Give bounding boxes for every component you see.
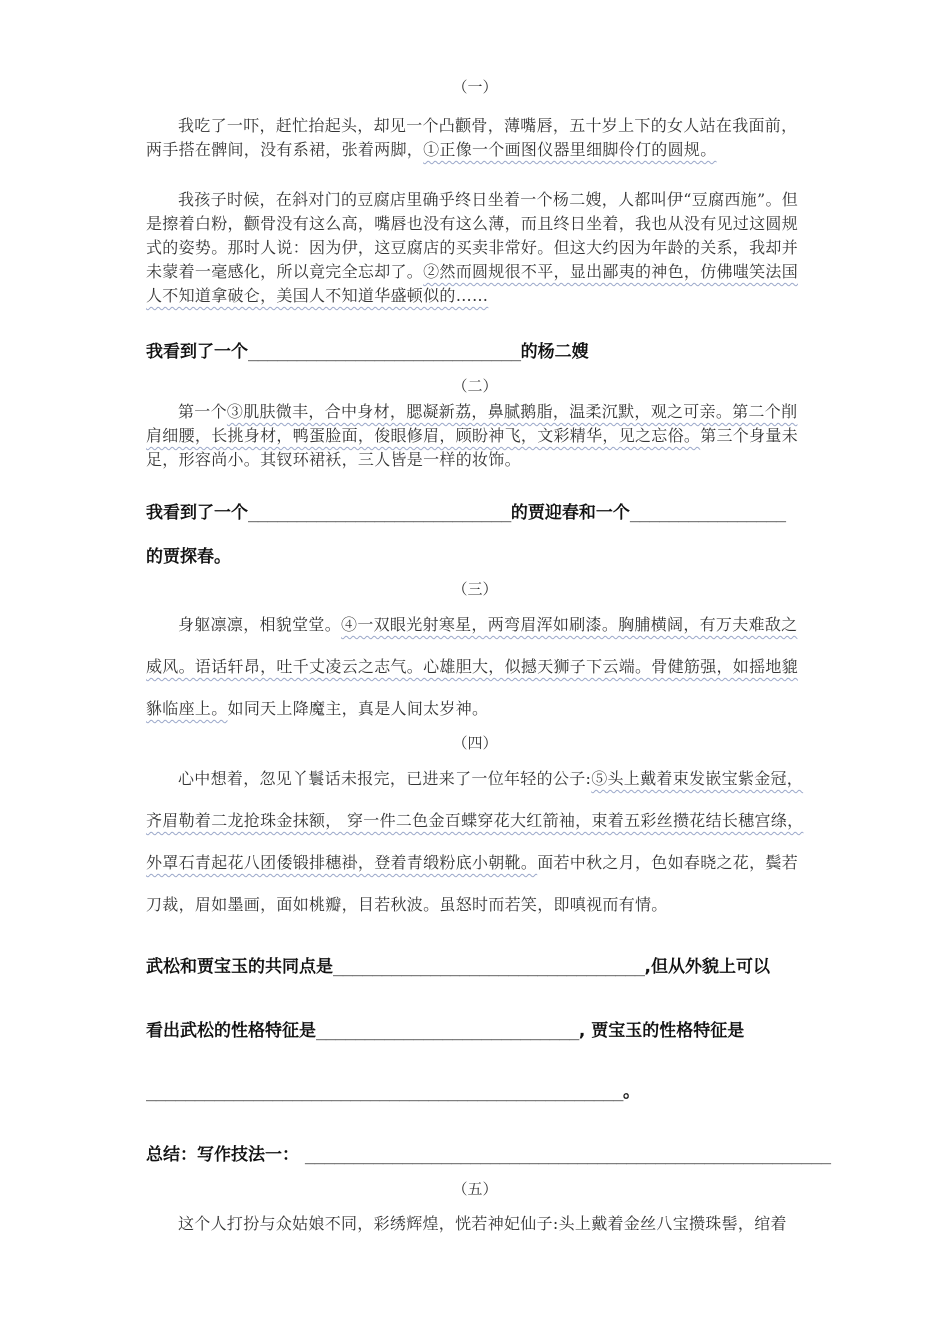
answer-blank[interactable]: ________________ (629, 503, 786, 523)
section-3-text-a: 身躯凛凛，相貌堂堂。 (178, 615, 342, 634)
section-3-underlined-sentence: ④一双眼光射寒星，两弯眉浑如刷漆。胸脯横阔，有万夫难敌之威风。语话轩昂，吐千丈凌云之志气。心雄胆大，似撼天狮子下云端。骨健筋强，如摇地貔貅临座上。 (146, 615, 799, 718)
answer-blank[interactable]: _________________________________________________ (146, 1082, 624, 1102)
section-1-underlined-sentence-1: ①正像一个画图仪器里细脚伶仃的圆规。 (423, 140, 717, 159)
section-4-text-c: 面若中秋之月，色如春晓之花，鬓若刀裁，眉如墨画，面如桃瓣，目若秋波。虽怒时而若笑，即嗔视而有情。 (146, 853, 799, 914)
task-4-fill-in-line-2[interactable]: 看出武松的性格特征是___________________________, 贾宝玉的性格特征是 (146, 1021, 745, 1041)
section-1-paragraph-2 (146, 188, 811, 308)
section-2-title: （二） (452, 377, 498, 395)
section-1-underlined-sentence-2: ②然而圆规很不平，显出鄙夷的神色，仿佛嗤笑法国人不知道拿破仑，美国人不知道华盛顿似的…… (146, 262, 799, 305)
task-2-fill-in-line-2: 的贾探春。 (146, 547, 231, 567)
answer-blank[interactable]: ___________________________ (248, 503, 511, 523)
answer-blank[interactable]: ___________________________ (316, 1021, 579, 1041)
section-1-text-b: 我孩子时候，在斜对门的豆腐店里确乎终日坐着一个杨二嫂，人都叫伊“豆腐西施”。但是擦着白粉，颧骨没有这么高，嘴唇也没有这么薄，而且终日坐着，我也从没有见过这圆规式的姿势。那时人说：因为伊，这豆腐店的买卖非常好。但这大约因为年龄的关系，我却并未蒙着一毫感化，所以竟完全忘却了。 (146, 190, 799, 281)
answer-blank[interactable]: ________________________________ (333, 957, 645, 977)
section-2-underlined-sentence: ③肌肤微丰，合中身材，腮凝新荔，鼻腻鹅脂，温柔沉默，观之可亲。第二个削肩细腰，长挑身材，鸭蛋脸面，俊眼修眉，顾盼神飞，文彩精华，见之忘俗。 (146, 402, 798, 445)
section-2-text-a: 第一个 (178, 402, 227, 421)
section-1-paragraph-1 (146, 114, 811, 162)
section-1-text-a: 我吃了一吓，赶忙抬起头，却见一个凸颧骨，薄嘴唇，五十岁上下的女人站在我面前，两手搭在髀间，没有系裙，张着两脚， (146, 116, 798, 159)
summary-writing-technique[interactable]: 总结：写作技法一： ______________________________________________________ (146, 1145, 831, 1165)
section-5-title: （五） (452, 1180, 498, 1198)
section-5-text-a: 这个人打扮与众姑娘不同，彩绣辉煌，恍若神妃仙子:头上戴着金丝八宝攒珠髻，绾着 (178, 1214, 787, 1233)
task-4-fill-in-line-3[interactable]: _________________________________________________。 (146, 1082, 641, 1102)
section-3-text-c: 如同天上降魔主，真是人间太岁神。 (227, 699, 489, 718)
task-2-fill-in-line-1[interactable]: 我看到了一个___________________________的贾迎春和一个________________ (146, 503, 786, 523)
section-4-text-a: 心中想着，忽见丫鬟话未报完，已进来了一位年轻的公子: (178, 769, 592, 788)
task-4-fill-in-line-1[interactable]: 武松和贾宝玉的共同点是________________________________,但从外貌上可以 (146, 957, 770, 977)
section-4-underlined-sentence: ⑤头上戴着束发嵌宝紫金冠，齐眉勒着二龙抢珠金抹额， 穿一件二色金百蝶穿花大红箭袖，束着五彩丝攒花结长穗宫绦， 外罩石青起花八团倭锻排穗褂，登着青缎粉底小朝靴。 (146, 769, 804, 872)
answer-blank[interactable]: ______________________________________________________ (304, 1145, 831, 1165)
section-4-paragraph (146, 758, 811, 926)
section-5-paragraph (146, 1212, 811, 1236)
answer-blank[interactable]: ____________________________ (248, 342, 521, 362)
section-2-paragraph (146, 400, 811, 472)
section-1-title: （一） (452, 78, 498, 96)
section-3-paragraph (146, 604, 811, 730)
task-1-fill-in[interactable]: 我看到了一个____________________________的杨二嫂 (146, 342, 589, 362)
section-2-text-c: 第三个身量未足，形容尚小。其钗环裙袄，三人皆是一样的妆饰。 (146, 426, 799, 469)
section-4-title: （四） (452, 734, 498, 752)
section-3-title: （三） (452, 580, 498, 598)
